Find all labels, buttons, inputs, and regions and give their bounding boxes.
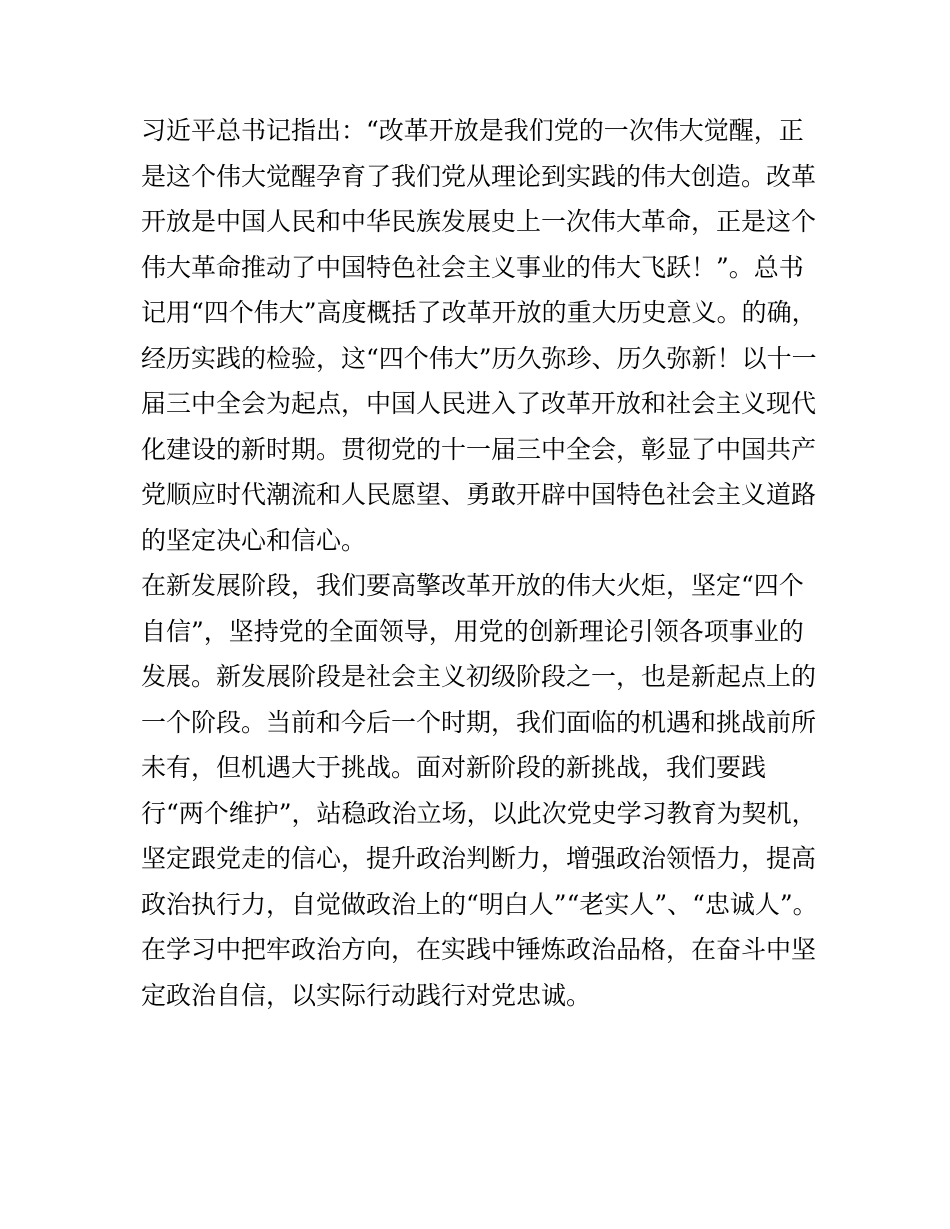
text-line: 伟大革命推动了中国特色社会主义事业的伟大飞跃！”。总书 bbox=[141, 252, 804, 282]
text-line: 经历实践的检验，这“四个伟大”历久弥珍、历久弥新！以十一 bbox=[141, 343, 817, 373]
text-line: 自信”，坚持党的全面领导，用党的创新理论引领各项事业的 bbox=[141, 616, 804, 646]
document-body bbox=[141, 108, 821, 1018]
text-line: 定政治自信，以实际行动践行对党忠诚。 bbox=[141, 980, 592, 1010]
text-line: 未有，但机遇大于挑战。面对新阶段的新挑战，我们要践 bbox=[141, 753, 767, 782]
text-line: 化建设的新时期。贯彻党的十一届三中全会，彰显了中国共产 bbox=[141, 434, 817, 464]
text-line: 的坚定决心和信心。 bbox=[141, 525, 367, 555]
text-line: 届三中全会为起点，中国人民进入了改革开放和社会主义现代 bbox=[141, 389, 817, 418]
text-line: 发展。新发展阶段是社会主义初级阶段之一，也是新起点上的 bbox=[141, 662, 817, 691]
text-line: 习近平总书记指出：“改革开放是我们党的一次伟大觉醒，正 bbox=[141, 116, 804, 145]
text-line: 一个阶段。当前和今后一个时期，我们面临的机遇和挑战前所 bbox=[141, 707, 817, 737]
text-line: 记用“四个伟大”高度概括了改革开放的重大历史意义。的确， bbox=[141, 298, 817, 327]
text-line: 是这个伟大觉醒孕育了我们党从理论到实践的伟大创造。改革 bbox=[141, 161, 817, 191]
text-line: 党顺应时代潮流和人民愿望、勇敢开辟中国特色社会主义道路 bbox=[141, 480, 817, 509]
text-line: 在学习中把牢政治方向，在实践中锤炼政治品格，在奋斗中坚 bbox=[141, 935, 817, 964]
text-line: 坚定跟党走的信心，提升政治判断力，增强政治领悟力，提高 bbox=[141, 844, 817, 873]
text-line: 政治执行力，自觉做政治上的“明白人”“老实人”、“忠诚人”。 bbox=[141, 889, 818, 919]
text-line: 行“两个维护”，站稳政治立场，以此次党史学习教育为契机， bbox=[141, 798, 817, 828]
text-line: 在新发展阶段，我们要高擎改革开放的伟大火炬，坚定“四个 bbox=[141, 571, 804, 600]
text-line: 开放是中国人民和中华民族发展史上一次伟大革命，正是这个 bbox=[141, 207, 817, 236]
